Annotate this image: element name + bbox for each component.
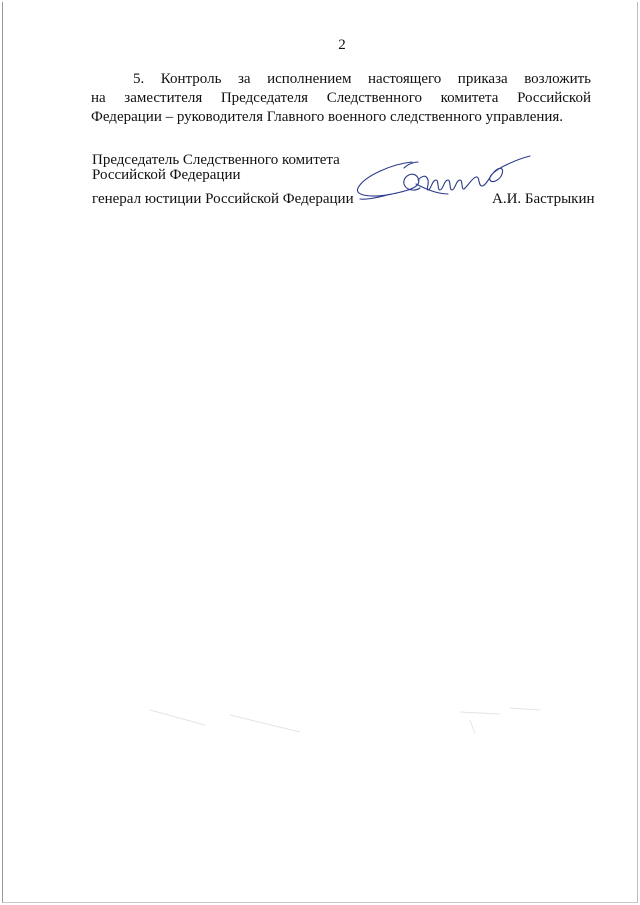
order-paragraph [91,70,591,127]
signatory-title-line: Российской Федерации [92,167,241,183]
scan-artifact-marks [0,690,640,750]
page-border [2,2,638,903]
signatory-rank: генерал юстиции Российской Федерации [92,191,354,207]
paragraph-line: на заместителя Председателя Следственного комитета Российской [91,90,591,106]
paragraph-line: Федерации – руководителя Главного военного следственного управления. [91,109,564,125]
page-number: 2 [338,37,346,53]
signatory-title [92,153,340,183]
signature-icon [352,150,532,210]
paragraph-line: 5. Контроль за исполнением настоящего приказа возложить [133,71,591,87]
signatory-name: А.И. Бастрыкин [492,191,595,207]
signatory-title-line: Председатель Следственного комитета [92,152,340,168]
